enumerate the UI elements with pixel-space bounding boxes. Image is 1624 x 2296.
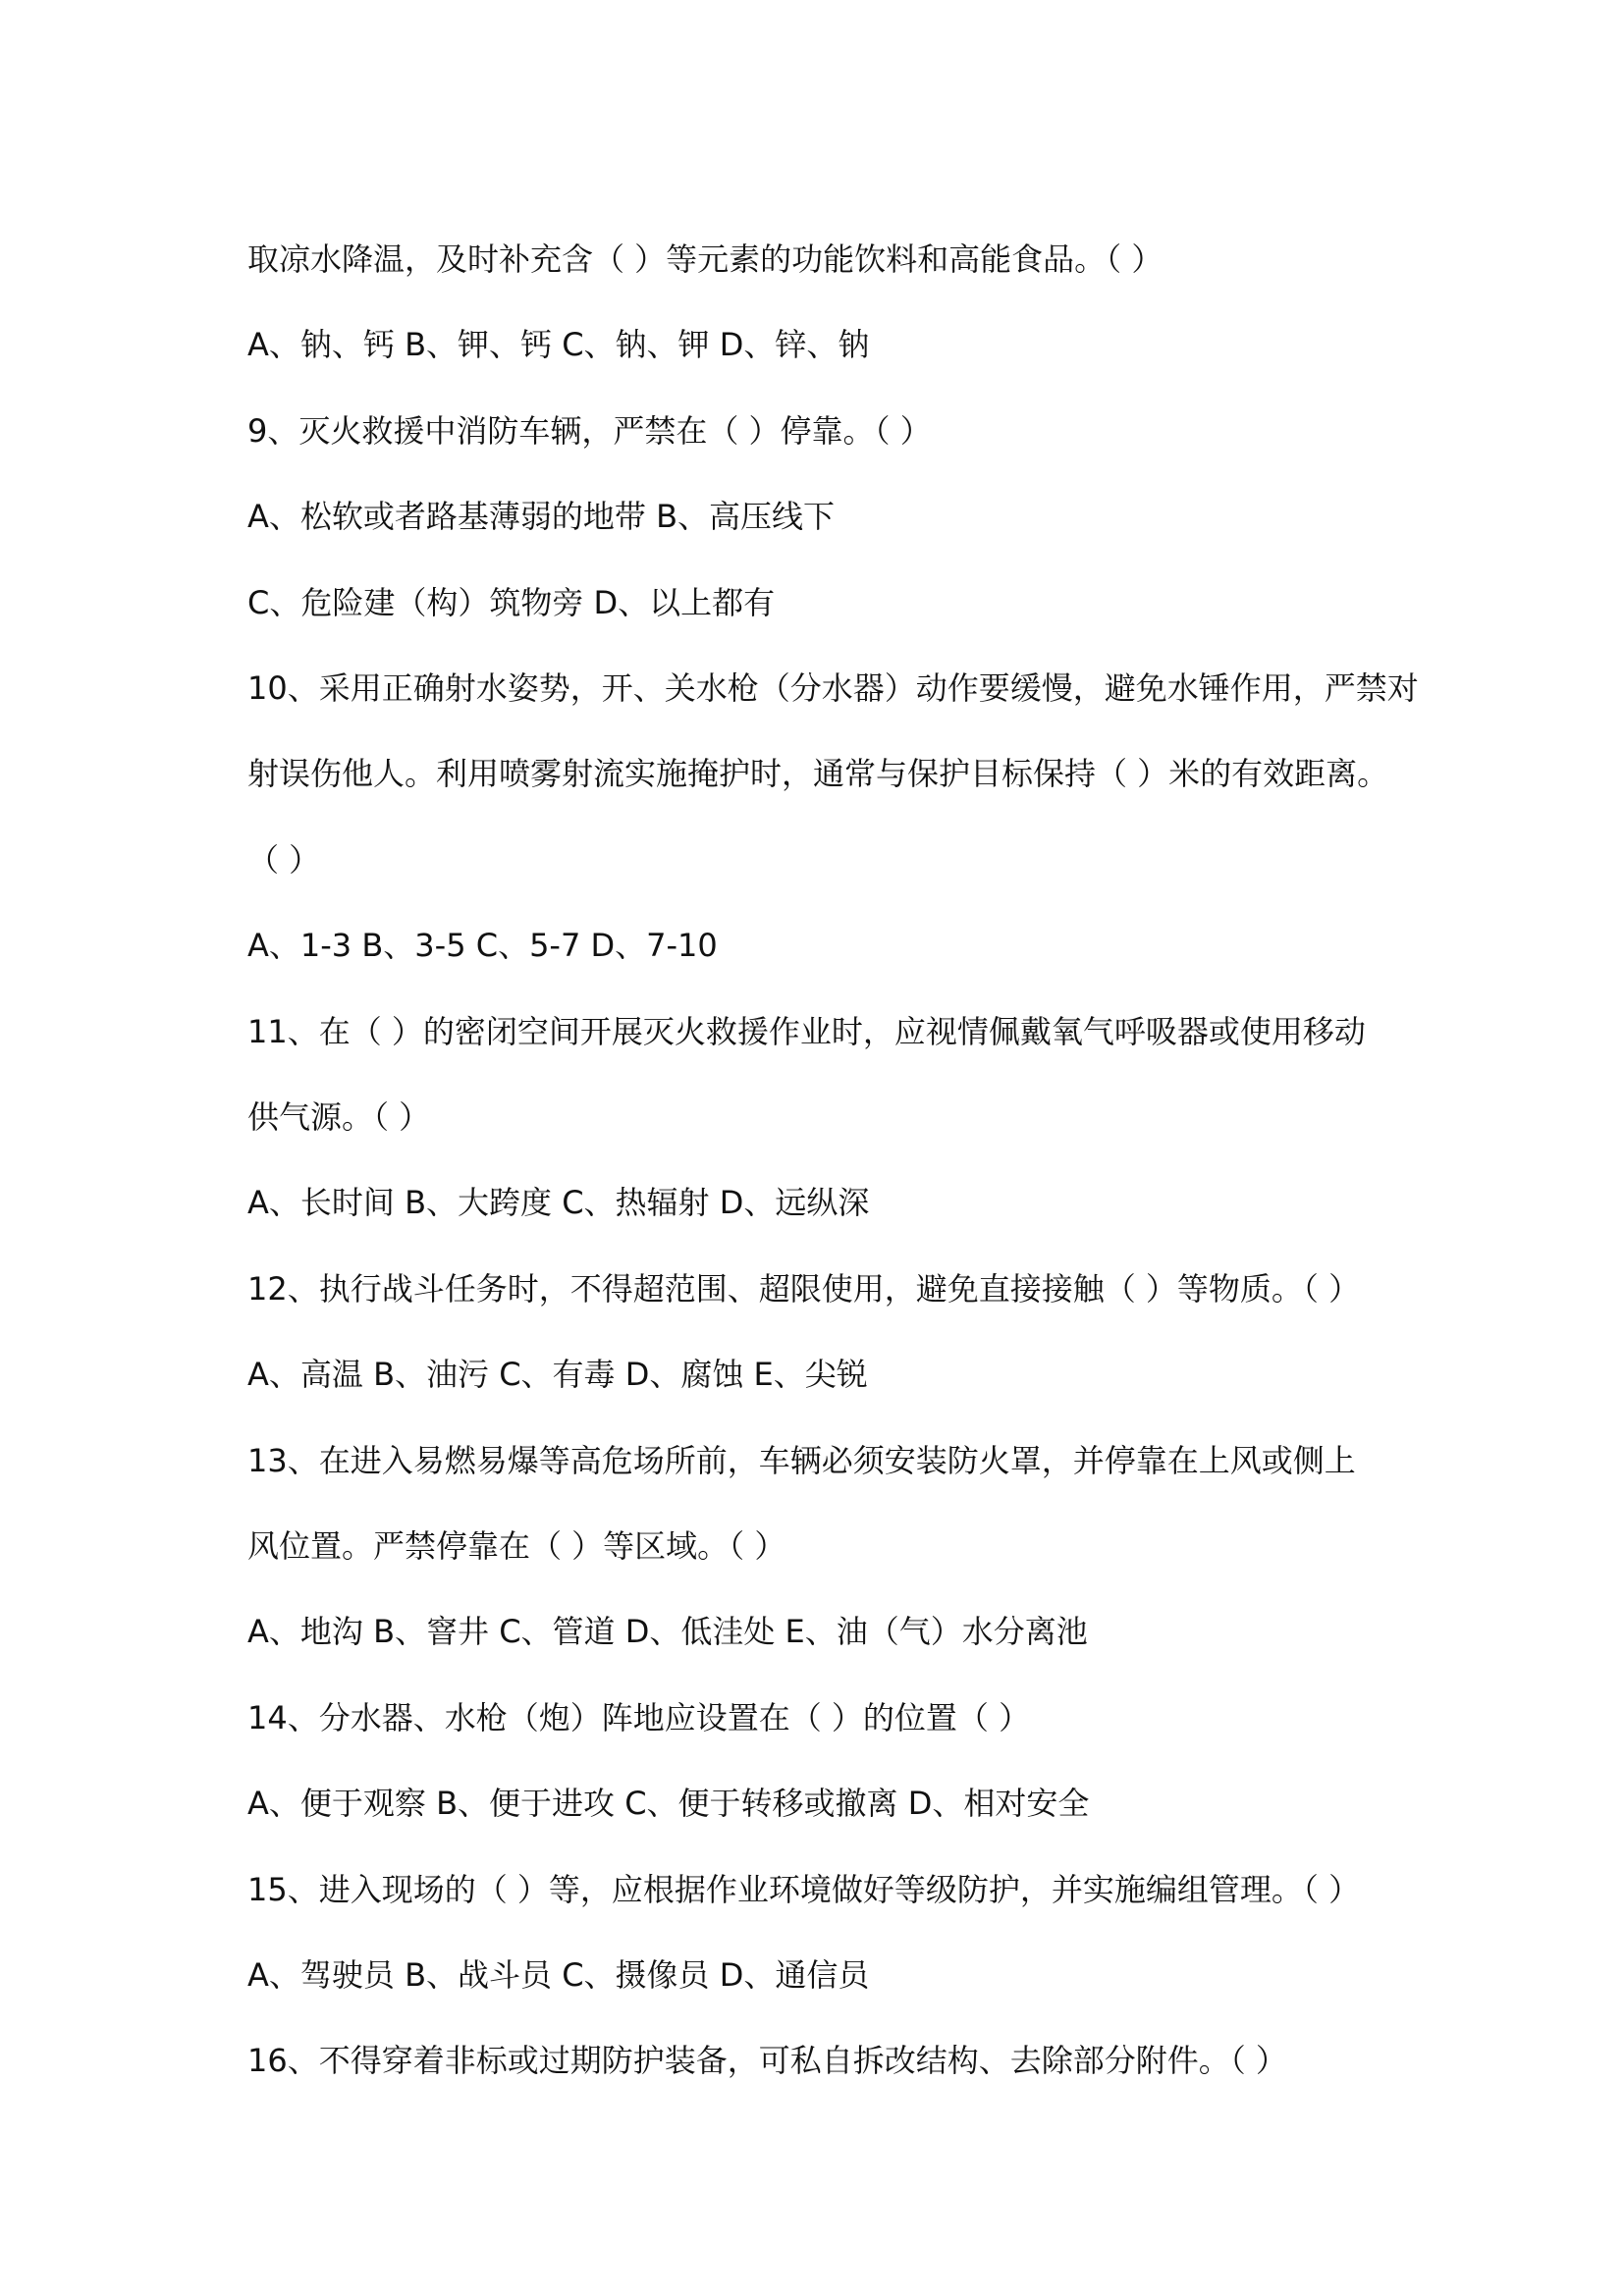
question-9-text: 9、灭火救援中消防车辆，严禁在（ ）停靠。（ ） — [247, 412, 932, 450]
question-12-options: A、高温 B、油污 C、有毒 D、腐蚀 E、尖锐 — [247, 1356, 868, 1393]
question-13-options: A、地沟 B、窨井 C、管道 D、低洼处 E、油（气）水分离池 — [247, 1613, 1088, 1650]
question-16-text: 16、不得穿着非标或过期防护装备，可私自拆改结构、去除部分附件。（ ） — [247, 2042, 1287, 2079]
question-11-text-line-2: 供气源。（ ） — [247, 1098, 431, 1136]
question-10-text-line-2: 射误伤他人。利用喷雾射流实施掩护时，通常与保护目标保持（ ）米的有效距离。 — [247, 755, 1389, 792]
question-15-options: A、驾驶员 B、战斗员 C、摄像员 D、通信员 — [247, 1956, 870, 1994]
question-10-answer-blank: （ ） — [247, 841, 321, 879]
question-14-options: A、便于观察 B、便于进攻 C、便于转移或撤离 D、相对安全 — [247, 1785, 1090, 1822]
question-10-text-line-1: 10、采用正确射水姿势，开、关水枪（分水器）动作要缓慢，避免水锤作用，严禁对 — [247, 669, 1419, 707]
question-11-options: A、长时间 B、大跨度 C、热辐射 D、远纵深 — [247, 1184, 870, 1221]
question-15-text: 15、进入现场的（ ）等，应根据作业环境做好等级防护，并实施编组管理。（ ） — [247, 1871, 1361, 1908]
question-9-options-line-2: C、危险建（构）筑物旁 D、以上都有 — [247, 584, 776, 621]
question-11-text-line-1: 11、在（ ）的密闭空间开展灭火救援作业时，应视情佩戴氧气呼吸器或使用移动 — [247, 1013, 1366, 1050]
question-8-options: A、钠、钙 B、钾、钙 C、钠、钾 D、锌、钠 — [247, 326, 870, 363]
question-8-text-continued: 取凉水降温，及时补充含（ ）等元素的功能饮料和高能食品。（ ） — [247, 240, 1164, 278]
question-10-options: A、1-3 B、3-5 C、5-7 D、7-10 — [247, 927, 718, 964]
question-9-options-line-1: A、松软或者路基薄弱的地带 B、高压线下 — [247, 498, 836, 535]
question-13-text-line-2: 风位置。严禁停靠在（ ）等区域。（ ） — [247, 1527, 786, 1565]
question-14-text: 14、分水器、水枪（炮）阵地应设置在（ ）的位置（ ） — [247, 1699, 1031, 1736]
question-13-text-line-1: 13、在进入易燃易爆等高危场所前，车辆必须安装防火罩，并停靠在上风或侧上 — [247, 1442, 1356, 1479]
question-12-text: 12、执行战斗任务时，不得超范围、超限使用，避免直接接触（ ）等物质。（ ） — [247, 1270, 1361, 1308]
